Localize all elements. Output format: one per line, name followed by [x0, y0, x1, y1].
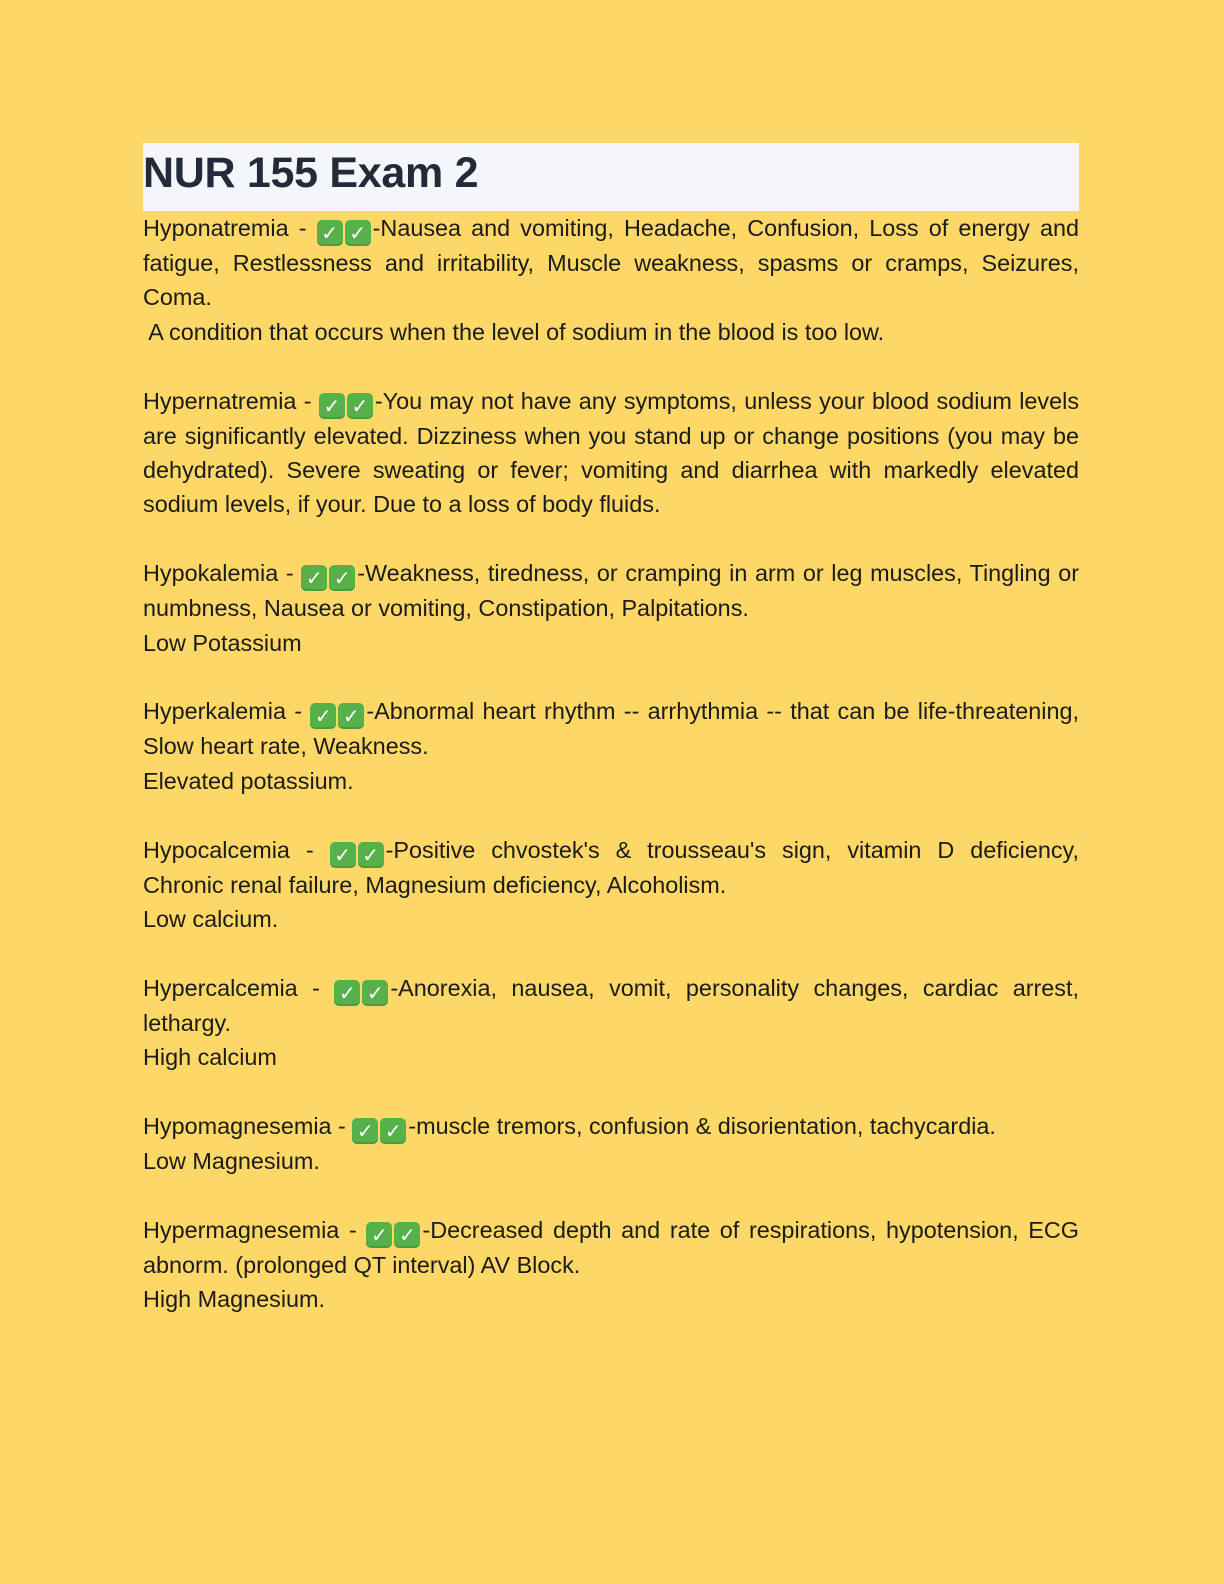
check-mark-icon: ✓ — [338, 703, 364, 729]
entry-definition: -Nausea and vomiting, Headache, Confusion, Loss of energy and fatigue, Restlessness and irritability, Muscle weakness, spasms or cramps, Seizures, Coma. — [143, 215, 1080, 311]
entry-definition: -You may not have any symptoms, unless your blood sodium levels are significantly elevated. Dizziness when you stand up or change positions (you may be dehydrated). Severe sweating or fever; vomiting and diarrhea with markedly elevated sodium levels, if your. Due to a loss of body fluids. — [143, 387, 1080, 518]
entry-definition: -Positive chvostek's & trousseau's sign, vitamin D deficiency, Chronic renal failure, Magnesium deficiency, Alcoholism. — [143, 836, 1079, 898]
check-mark-icon: ✓ — [334, 980, 360, 1006]
entry-definition-line — [143, 833, 1079, 902]
check-mark-icon: ✓ — [362, 980, 388, 1006]
check-mark-icon: ✓ — [394, 1222, 420, 1248]
entry-definition-line — [143, 384, 1079, 522]
entry-item — [143, 1109, 1079, 1178]
check-pair — [317, 215, 373, 245]
entry-item — [143, 694, 1079, 798]
check-pair — [330, 837, 386, 867]
entry-definition-line — [143, 556, 1079, 625]
entry-definition: -Weakness, tiredness, or cramping in arm or leg muscles, Tingling or numbness, Nausea or vomiting, Constipation, Palpitations. — [143, 560, 1079, 622]
check-pair — [334, 975, 390, 1005]
check-mark-icon: ✓ — [358, 842, 384, 868]
check-mark-icon: ✓ — [366, 1222, 392, 1248]
document-page — [143, 143, 1079, 1317]
entry-definition: -muscle tremors, confusion & disorientation, tachycardia. — [408, 1113, 996, 1140]
entry-note: High Magnesium. — [143, 1286, 326, 1313]
check-mark-icon: ✓ — [301, 565, 327, 591]
entry-list — [143, 211, 1079, 1317]
check-mark-icon: ✓ — [380, 1118, 406, 1144]
page-title: NUR 155 Exam 2 — [143, 149, 479, 197]
entry-note: Elevated potassium. — [143, 767, 354, 794]
entry-definition: -Abnormal heart rhythm -- arrhythmia -- that can be life-threatening, Slow heart rate, Weakness. — [143, 698, 1079, 760]
entry-note: High calcium — [143, 1044, 277, 1071]
entry-term: Hyponatremia - — [143, 215, 307, 241]
check-pair — [310, 698, 366, 729]
entry-term: Hypermagnesemia - — [143, 1216, 357, 1243]
check-pair — [301, 560, 357, 591]
entry-note: Low Magnesium. — [143, 1148, 320, 1175]
check-mark-icon: ✓ — [345, 220, 371, 246]
check-mark-icon: ✓ — [352, 1118, 378, 1144]
entry-term: Hypokalemia - — [143, 560, 294, 587]
entry-item — [143, 1213, 1079, 1317]
entry-definition-line — [143, 211, 1079, 315]
entry-note: Low calcium. — [143, 906, 279, 933]
entry-term: Hypernatremia - — [143, 387, 312, 414]
entry-definition-line — [143, 971, 1079, 1040]
entry-item — [143, 556, 1079, 660]
check-mark-icon: ✓ — [319, 393, 345, 419]
entry-definition: -Anorexia, nausea, vomit, personality changes, cardiac arrest, lethargy. — [143, 974, 1079, 1036]
entry-term: Hypomagnesemia - — [143, 1113, 346, 1140]
check-pair — [319, 388, 375, 418]
entry-definition-line — [143, 1109, 1079, 1144]
entry-term: Hypercalcemia - — [143, 974, 320, 1001]
entry-item — [143, 384, 1079, 522]
check-mark-icon: ✓ — [347, 393, 373, 419]
entry-note: A condition that occurs when the level of sodium in the blood is too low. — [143, 318, 885, 345]
entry-item — [143, 971, 1079, 1075]
check-mark-icon: ✓ — [310, 703, 336, 729]
check-pair — [352, 1113, 408, 1144]
entry-term: Hypocalcemia - — [143, 836, 314, 863]
entry-definition-line — [143, 694, 1079, 763]
check-mark-icon: ✓ — [317, 220, 343, 246]
check-mark-icon: ✓ — [329, 565, 355, 591]
entry-term: Hyperkalemia - — [143, 698, 303, 725]
entry-item — [143, 211, 1079, 349]
entry-definition: -Decreased depth and rate of respirations, hypotension, ECG abnorm. (prolonged QT interval) AV Block. — [143, 1216, 1079, 1278]
entry-item — [143, 833, 1079, 937]
entry-note: Low Potassium — [143, 629, 302, 656]
check-pair — [366, 1217, 422, 1247]
check-mark-icon: ✓ — [330, 842, 356, 868]
entry-definition-line — [143, 1213, 1079, 1282]
title-bar — [143, 143, 1079, 211]
